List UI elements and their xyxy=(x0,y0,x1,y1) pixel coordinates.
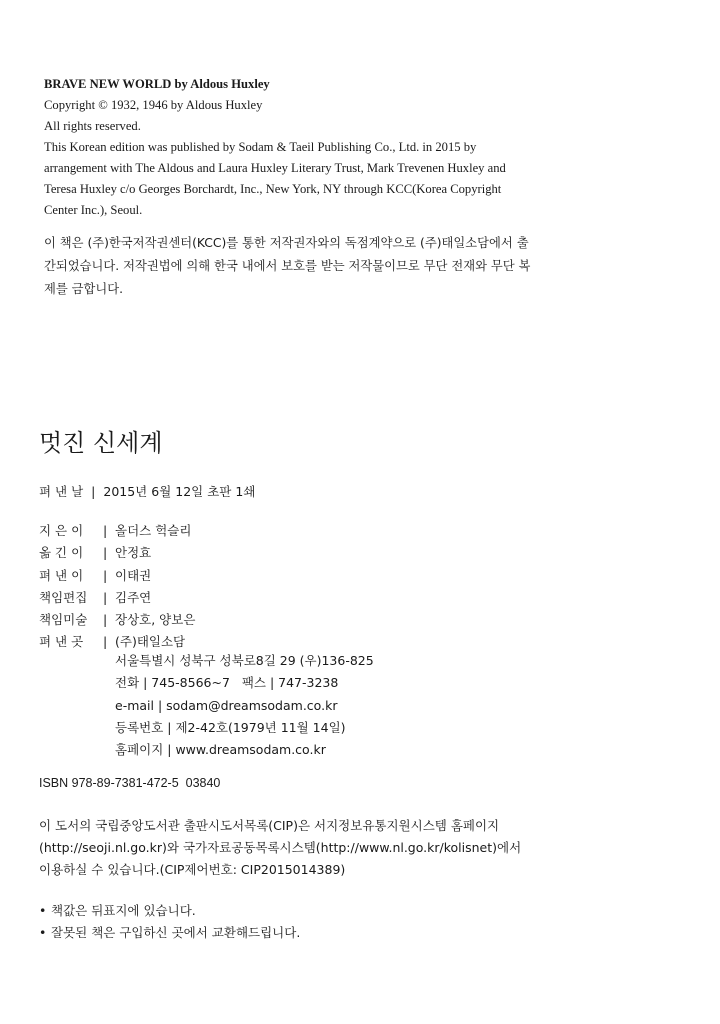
credit-value: 올더스 헉슬리 xyxy=(115,523,192,538)
credit-label: 옮 긴 이 xyxy=(39,545,84,561)
cip-line: 이용하실 수 있습니다.(CIP제어번호: CIP2015014389) xyxy=(39,862,346,877)
credits-list xyxy=(39,520,195,654)
separator: | xyxy=(103,523,108,538)
rights-reserved: All rights reserved. xyxy=(44,119,141,133)
credit-label: 책임미술 xyxy=(39,612,88,628)
copyright-line: Copyright © 1932, 1946 by Aldous Huxley xyxy=(44,98,263,112)
publisher-contact xyxy=(115,650,374,761)
credit-label: 책임편집 xyxy=(39,589,88,605)
edition-line: Center Inc.), Seoul. xyxy=(44,203,143,217)
credit-row-author xyxy=(39,520,195,542)
credit-value: (주)태일소담 xyxy=(115,634,186,650)
credit-value: 이태권 xyxy=(115,567,152,583)
isbn: ISBN 978-89-7381-472-5 03840 xyxy=(39,776,221,790)
registration-line: 등록번호 | 제2-42호(1979년 11월 14일) xyxy=(115,719,346,735)
homepage-line: 홈페이지 | www.dreamsodam.co.kr xyxy=(115,742,326,758)
separator: | xyxy=(103,589,108,605)
book-title: 멋진 신세계 xyxy=(39,429,163,457)
credit-row-translator xyxy=(39,542,195,564)
phone-fax-line: 전화 | 745-8566~7 팩스 | 747-3238 xyxy=(115,675,339,691)
korean-copyright-notice xyxy=(44,232,684,301)
email-line: e-mail | sodam@dreamsodam.co.kr xyxy=(115,697,338,713)
cip-notice xyxy=(39,815,659,881)
note-text: 책값은 뒤표지에 있습니다. xyxy=(51,903,196,918)
note-item xyxy=(39,922,300,944)
english-copyright-block xyxy=(44,74,684,221)
publication-date xyxy=(39,482,255,500)
credit-label: 펴 낸 이 xyxy=(39,567,84,583)
edition-line: Teresa Huxley c/o Georges Borchardt, Inc., New York, NY through KCC(Korea Copyright xyxy=(44,182,502,196)
credit-row-art xyxy=(39,609,195,631)
credit-value: 장상호, 양보은 xyxy=(115,612,196,628)
credit-row-editor xyxy=(39,587,195,609)
credit-label: 지 은 이 xyxy=(39,523,84,538)
notice-line: 간되었습니다. 저작권법에 의해 한국 내에서 보호를 받는 저작물이므로 무단 전재와 무단 복 xyxy=(44,259,531,273)
separator: | xyxy=(103,545,108,561)
bullet-icon: • xyxy=(39,903,47,918)
separator: | xyxy=(103,567,108,583)
pub-date-label: 펴 낸 날 xyxy=(39,484,84,499)
cip-line: (http://seoji.nl.go.kr)와 국가자료공동목록시스템(http://www.nl.go.kr/kolisnet)에서 xyxy=(39,840,522,855)
address-line: 서울특별시 성북구 성북로8길 29 (우)136-825 xyxy=(115,653,374,668)
notice-line: 제를 금합니다. xyxy=(44,282,124,296)
pub-date-value: 2015년 6월 12일 초판 1쇄 xyxy=(103,484,256,499)
edition-line: This Korean edition was published by Sodam & Taeil Publishing Co., Ltd. in 2015 by xyxy=(44,140,477,154)
separator: | xyxy=(91,484,96,499)
credit-value: 김주연 xyxy=(115,589,152,605)
original-title: BRAVE NEW WORLD by Aldous Huxley xyxy=(44,77,270,91)
credit-label: 펴 낸 곳 xyxy=(39,634,84,650)
note-text: 잘못된 책은 구입하신 곳에서 교환해드립니다. xyxy=(51,925,301,940)
notes-list xyxy=(39,900,300,944)
cip-line: 이 도서의 국립중앙도서관 출판시도서목록(CIP)은 서지정보유통지원시스템 홈페이지 xyxy=(39,818,500,833)
bullet-icon: • xyxy=(39,925,47,940)
separator: | xyxy=(103,634,108,650)
credit-row-publisher xyxy=(39,565,195,587)
notice-line: 이 책은 (주)한국저작권센터(KCC)를 통한 저작권자와의 독점계약으로 (주)태일소담에서 출 xyxy=(44,236,529,250)
separator: | xyxy=(103,612,108,628)
credit-value: 안정효 xyxy=(115,545,152,561)
note-item xyxy=(39,900,300,922)
edition-line: arrangement with The Aldous and Laura Huxley Literary Trust, Mark Trevenen Huxley and xyxy=(44,161,506,175)
